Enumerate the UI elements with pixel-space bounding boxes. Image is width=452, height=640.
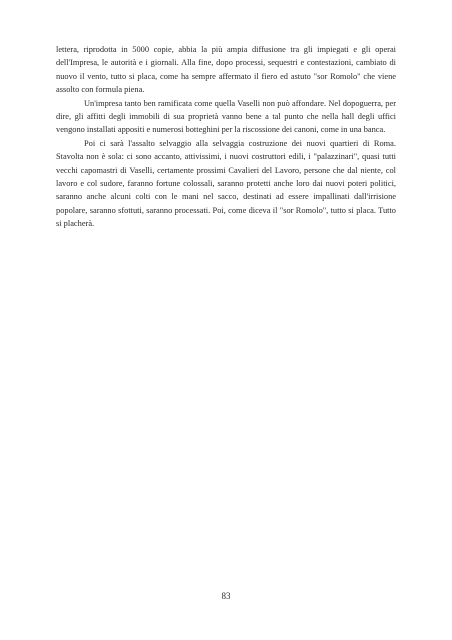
paragraph-2: Un'impresa tanto ben ramificata come quella Vaselli non può affondare. Nel dopoguerra, per dire, gli affitti degli immobili di sua proprietà vanno bene a tal punto che nella hall degli uffici vengono installati appositi e numerosi botteghini per la riscossione dei canoni, come in una banca. [56,98,396,135]
paragraph-3: Poi ci sarà l'assalto selvaggio alla selvaggia costruzione dei nuovi quartieri di Roma. Stavolta non è sola: ci sono accanto, attivissimi, i nuovi costruttori edili, i "palazzinari", quasi tutti vecchi capomastri di Vaselli, certamente prossimi Cavalieri del Lavoro, persone che dal niente, col lavoro e col sudore, faranno fortune colossali, saranno protetti anche loro dai nuovi poteri politici, saranno anche alcuni colti con le mani nel sacco, destinati ad essere impallinati dall'irrisione popolare, saranno sfottuti, saranno processati. Poi, come diceva il "sor Romolo", tutto si placa. Tutto si placherà. [56,138,396,229]
body-text [56,43,396,231]
page-number: 83 [221,591,231,601]
paragraph-1: lettera, riprodotta in 5000 copie, abbia la più ampia diffusione tra gli impiegati e gli operai dell'Impresa, le autorità e i giornali. Alla fine, dopo processi, sequestri e contestazioni, cambiato di nuovo il vento, tutto si placa, come ha sempre affermato il fiero ed astuto "sor Romolo" che viene assolto con formula piena. [56,45,396,95]
